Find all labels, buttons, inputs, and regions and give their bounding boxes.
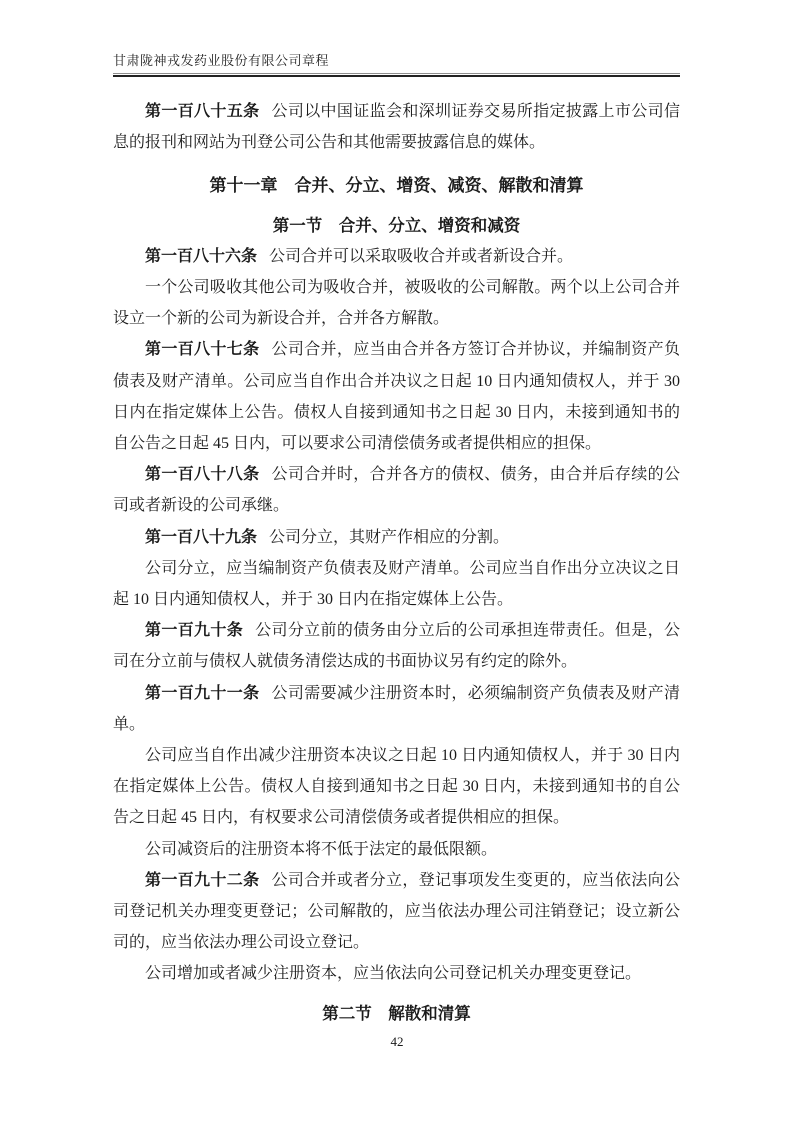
body-paragraph: 公司分立，应当编制资产负债表及财产清单。公司应当自作出分立决议之日起 10 日内通知债权人，并于 30 日内在指定媒体上公告。 (113, 559, 680, 609)
article-paragraph: 第一百八十八条 公司合并时，合并各方的债权、债务，由合并后存续的公司或者新设的公司承继。 (113, 466, 680, 515)
body-paragraph: 公司应当自作出减少注册资本决议之日起 10 日内通知债权人，并于 30 日内在指定媒体上公告。债权人自接到通知书之日起 30 日内，未接到通知书的自公告之日起 45 日内，有权要求公司清偿债务或者提供相应的担保。 (113, 747, 680, 827)
page-header (113, 52, 680, 77)
article-paragraph: 第一百九十条 公司分立前的债务由分立后的公司承担连带责任。但是，公司在分立前与债权人就债务清偿达成的书面协议另有约定的除外。 (113, 622, 680, 671)
article-paragraph: 第一百八十九条 公司分立，其财产作相应的分割。 (145, 528, 510, 546)
body-paragraph: 公司减资后的注册资本将不低于法定的最低限额。 (145, 840, 498, 858)
chapter-heading: 第十一章 合并、分立、增资、减资、解散和清算 (209, 176, 584, 196)
article-number: 第一百九十条 (145, 622, 244, 640)
article-paragraph: 第一百八十七条 公司合并，应当由合并各方签订合并协议，并编制资产负债表及财产清单。公司应当自作出合并决议之日起 10 日内通知债权人，并于 30 日内在指定媒体上公告。债权人自接到通知书之日起 30 日内，未接到通知书的自公告之日起 45 日内，可以要求公司清偿债务或者提供相应的担保。 (113, 341, 680, 453)
body-paragraph: 一个公司吸收其他公司为吸收合并，被吸收的公司解散。两个以上公司合并设立一个新的公司为新设合并，合并各方解散。 (113, 279, 680, 328)
document-content (113, 96, 680, 1029)
section-heading: 第二节 解散和清算 (322, 1003, 471, 1023)
page-footer (0, 1034, 794, 1050)
article-number: 第一百九十一条 (145, 684, 260, 702)
article-paragraph: 第一百八十五条 公司以中国证监会和深圳证券交易所指定披露上市公司信息的报刊和网站为刊登公司公告和其他需要披露信息的媒体。 (113, 103, 680, 152)
article-paragraph: 第一百九十一条 公司需要减少注册资本时，必须编制资产负债表及财产清单。 (113, 684, 680, 733)
article-number: 第一百八十七条 (145, 341, 260, 359)
section-heading: 第一节 合并、分立、增资和减资 (272, 215, 521, 235)
page-number: 42 (390, 1034, 404, 1049)
article-paragraph: 第一百八十六条 公司合并可以采取吸收合并或者新设合并。 (145, 247, 574, 265)
article-number: 第一百八十五条 (145, 103, 260, 120)
article-number: 第一百八十八条 (145, 466, 260, 484)
article-number: 第一百九十二条 (145, 871, 260, 889)
header-rule (113, 73, 680, 77)
body-paragraph: 公司增加或者减少注册资本，应当依法向公司登记机关办理变更登记。 (145, 965, 642, 983)
article-paragraph: 第一百九十二条 公司合并或者分立，登记事项发生变更的，应当依法向公司登记机关办理变更登记；公司解散的，应当依法办理公司注销登记；设立新公司的，应当依法办理公司设立登记。 (113, 871, 680, 952)
article-number: 第一百八十九条 (145, 528, 258, 546)
article-number: 第一百八十六条 (145, 247, 258, 265)
header-title: 甘肃陇神戎发药业股份有限公司章程 (113, 53, 330, 68)
